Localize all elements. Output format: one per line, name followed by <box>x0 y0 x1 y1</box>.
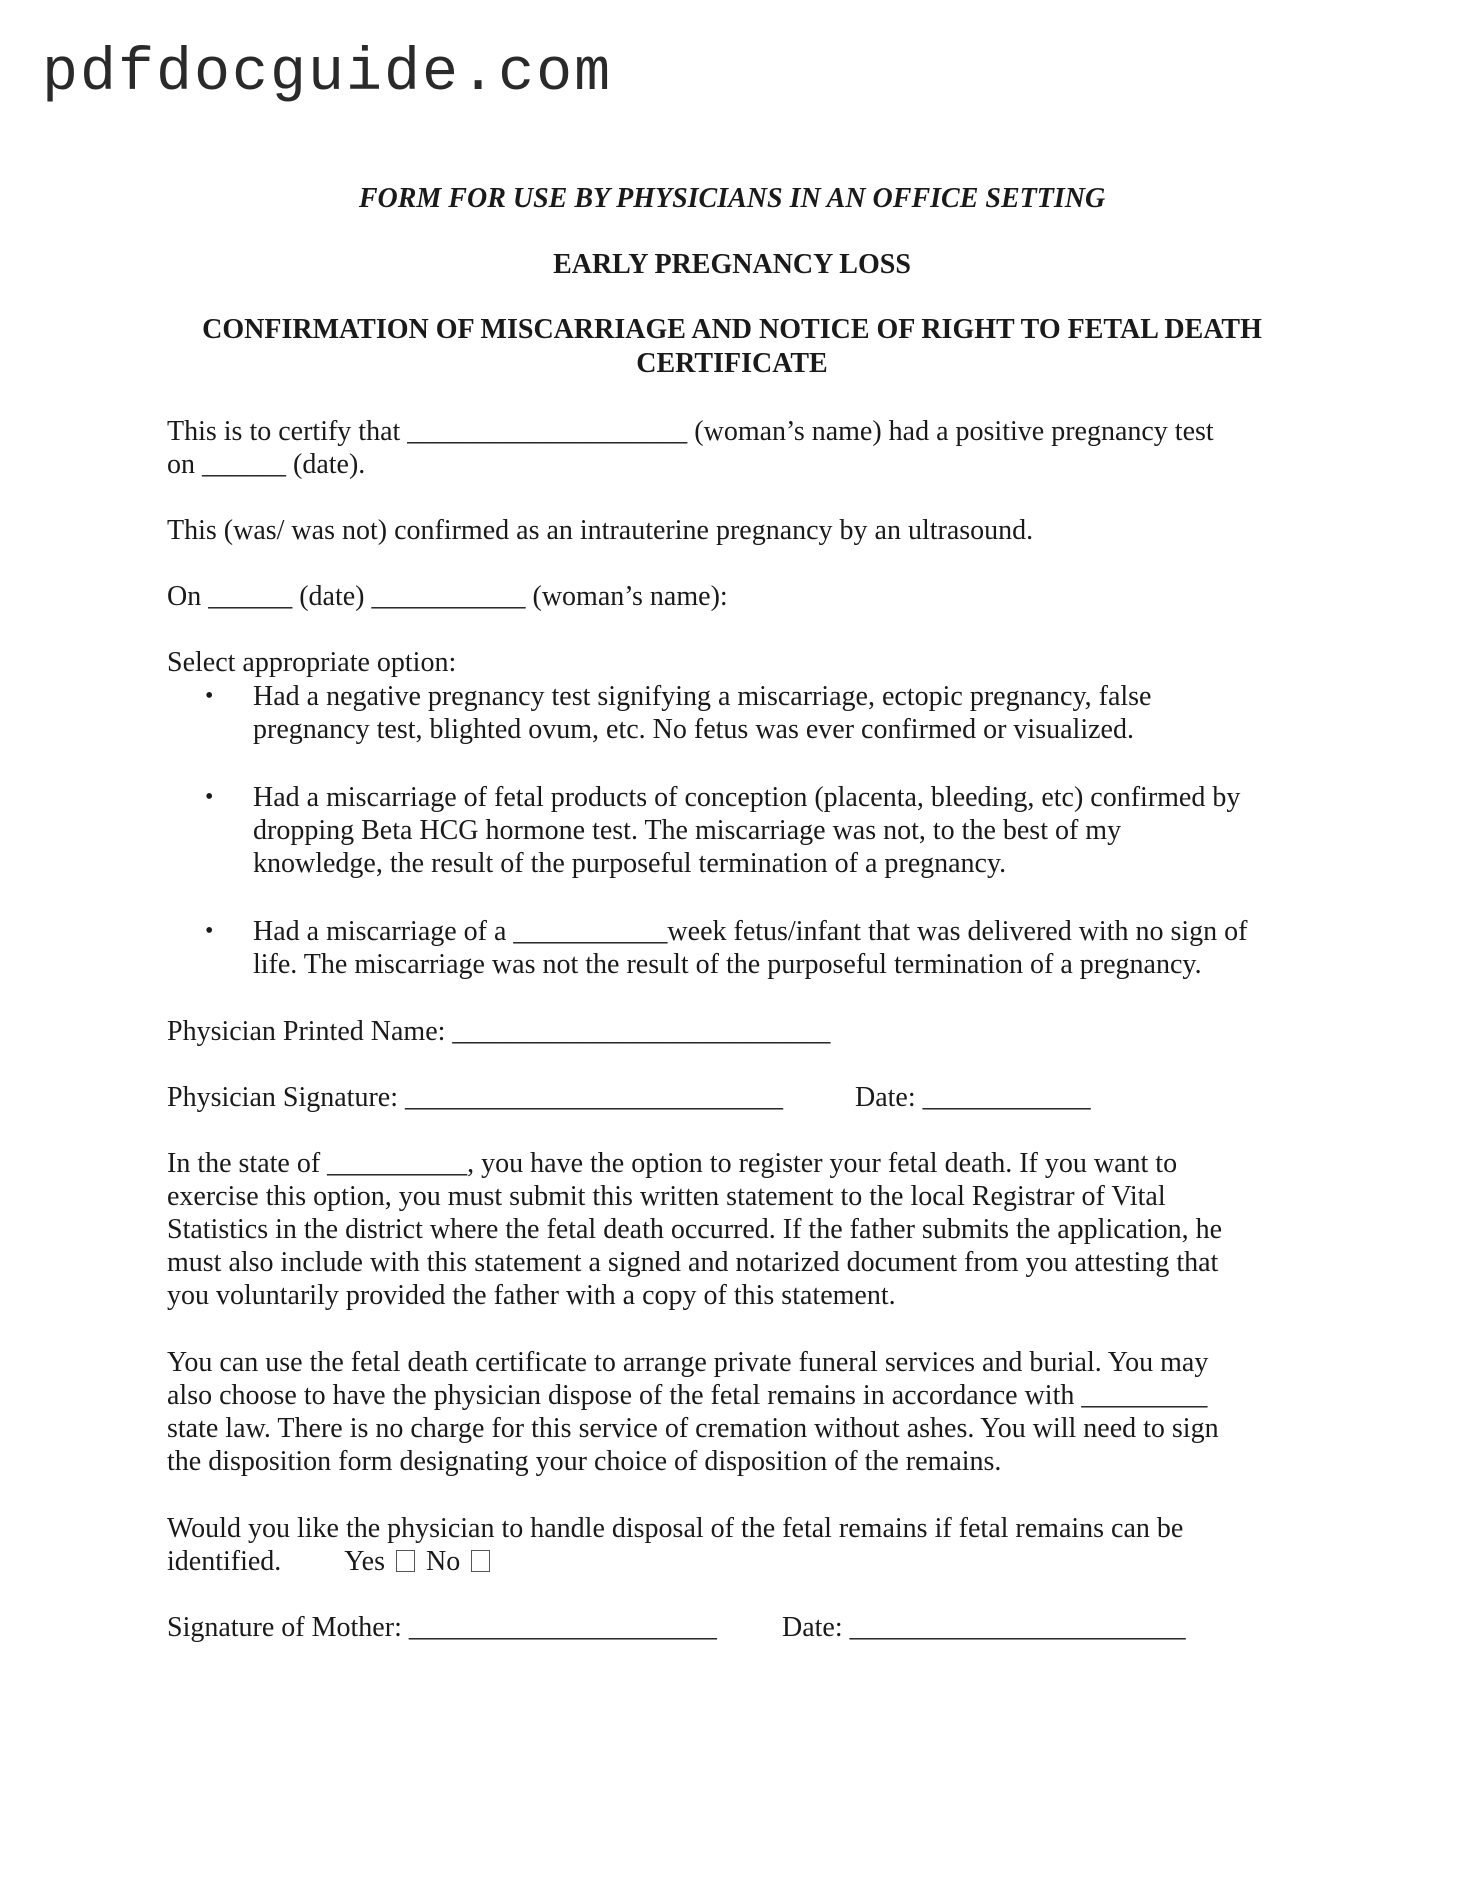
notice-line: must also include with this statement a signed and notarized document from you attesting that <box>167 1247 1219 1278</box>
yes-checkbox[interactable] <box>396 1550 415 1572</box>
yes-label: Yes <box>344 1546 386 1577</box>
option-line: Had a miscarriage of a ___________week fetus/infant that was delivered with no sign of <box>253 916 1248 947</box>
option-line: knowledge, the result of the purposeful termination of a pregnancy. <box>253 848 1007 879</box>
notice-line: exercise this option, you must submit this written statement to the local Registrar of Vital <box>167 1181 1166 1212</box>
form-title: EARLY PREGNANCY LOSS <box>553 249 911 280</box>
disposal-question-line2 <box>167 1545 1297 1578</box>
disposal-question <box>167 1512 1297 1578</box>
certify-line2: on ______ (date). <box>167 449 366 480</box>
form-subtitle-line1: CONFIRMATION OF MISCARRIAGE AND NOTICE OF RIGHT TO FETAL DEATH <box>202 314 1262 345</box>
disposal-question-line1: Would you like the physician to handle disposal of the fetal remains if fetal remains can be <box>167 1513 1184 1544</box>
form-use-heading: FORM FOR USE BY PHYSICIANS IN AN OFFICE SETTING <box>358 183 1106 214</box>
no-label: No <box>426 1546 461 1577</box>
option-line: Had a miscarriage of fetal products of conception (placenta, bleeding, etc) confirmed by <box>253 782 1241 813</box>
bullet-icon: • <box>205 784 214 810</box>
notice-line: you voluntarily provided the father with a copy of this statement. <box>167 1280 896 1311</box>
funeral-notice <box>167 1346 1297 1478</box>
form-subtitle-line2: CERTIFICATE <box>636 348 828 379</box>
select-option-label: Select appropriate option: <box>167 647 457 678</box>
watermark-logo: pdfdocguide.com <box>42 40 613 108</box>
ultrasound-statement: This (was/ was not) confirmed as an intrauterine pregnancy by an ultrasound. <box>167 515 1034 546</box>
physician-printed-name-field[interactable]: Physician Printed Name: ___________________________ <box>167 1016 831 1047</box>
option-line: dropping Beta HCG hormone test. The miscarriage was not, to the best of my <box>253 815 1122 846</box>
certify-statement <box>167 415 1297 481</box>
mother-date-field[interactable]: Date: ________________________ <box>782 1612 1186 1643</box>
option-line: life. The miscarriage was not the result of the purposeful termination of a pregnancy. <box>253 949 1202 980</box>
registration-notice <box>167 1147 1297 1312</box>
notice-line: In the state of __________, you have the option to register your fetal death. If you want to <box>167 1148 1178 1179</box>
option-line: Had a negative pregnancy test signifying a miscarriage, ectopic pregnancy, false <box>253 681 1152 712</box>
physician-date-field[interactable]: Date: ____________ <box>855 1082 1091 1113</box>
option-line: pregnancy test, blighted ovum, etc. No fetus was ever confirmed or visualized. <box>253 714 1134 745</box>
disposal-question-text: identified. <box>167 1546 282 1577</box>
on-date-statement: On ______ (date) ___________ (woman’s name): <box>167 581 728 612</box>
bullet-icon: • <box>205 918 214 944</box>
notice-line: Statistics in the district where the fetal death occurred. If the father submits the application, he <box>167 1214 1223 1245</box>
mother-signature-field[interactable]: Signature of Mother: ______________________ <box>167 1612 717 1643</box>
funeral-line: You can use the fetal death certificate to arrange private funeral services and burial. You may <box>167 1347 1209 1378</box>
physician-signature-field[interactable]: Physician Signature: ___________________________ <box>167 1082 783 1113</box>
funeral-line: the disposition form designating your choice of disposition of the remains. <box>167 1446 1002 1477</box>
bullet-icon: • <box>205 683 214 709</box>
no-checkbox[interactable] <box>471 1550 490 1572</box>
certify-line1: This is to certify that ____________________ (woman’s name) had a positive pregnancy test <box>167 416 1214 447</box>
funeral-line: also choose to have the physician dispose of the fetal remains in accordance with _________ <box>167 1380 1208 1411</box>
funeral-line: state law. There is no charge for this service of cremation without ashes. You will need to sign <box>167 1413 1219 1444</box>
